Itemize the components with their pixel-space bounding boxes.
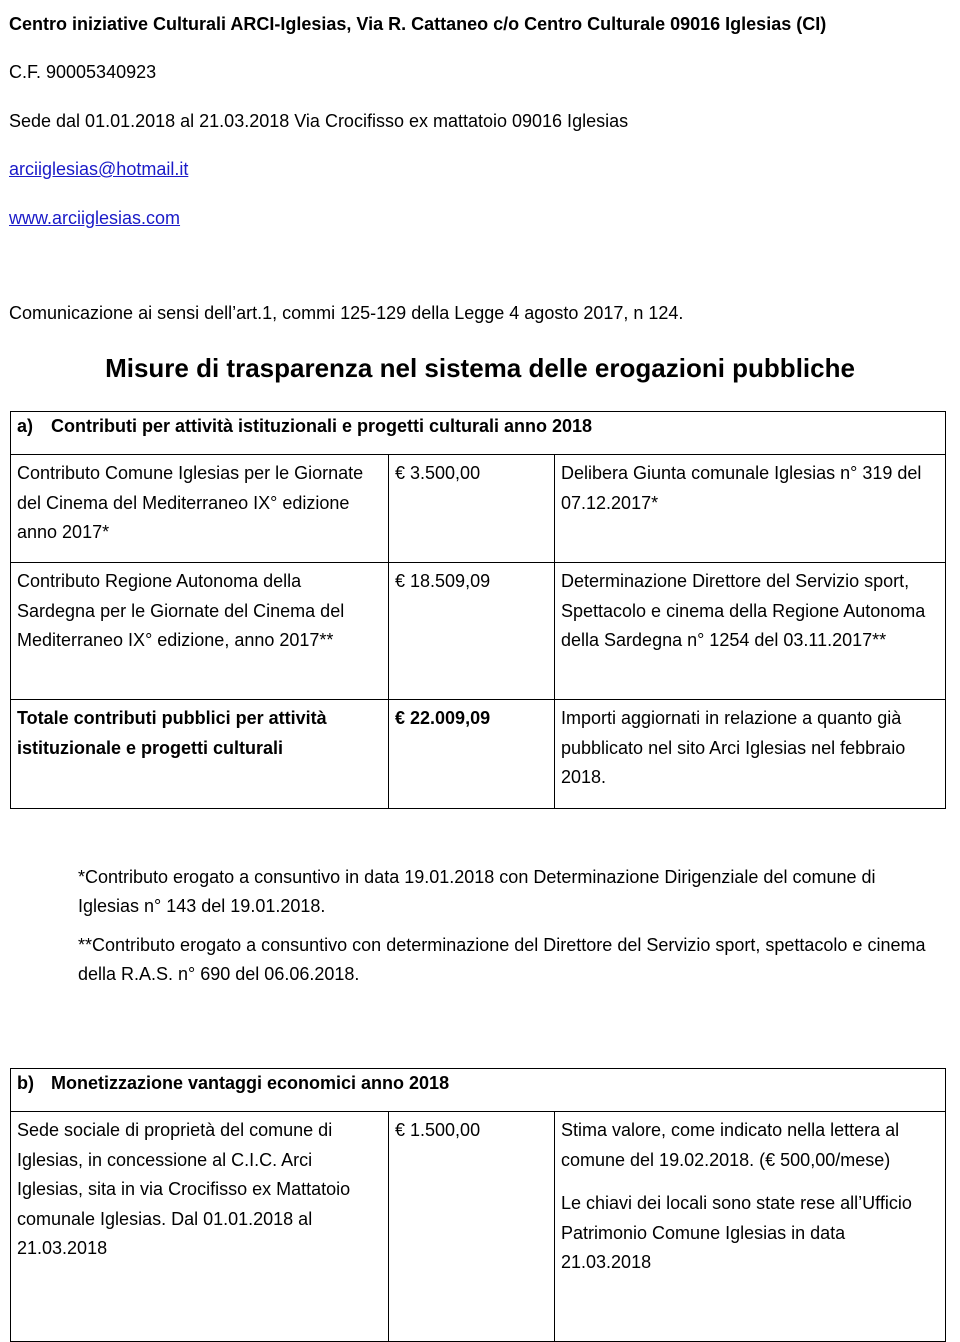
table-row bbox=[11, 455, 946, 563]
row-amount: € 1.500,00 bbox=[389, 1112, 555, 1342]
row-amount: € 18.509,09 bbox=[389, 563, 555, 700]
section-a-heading bbox=[11, 412, 946, 455]
row-reference bbox=[555, 1112, 946, 1342]
table-row bbox=[11, 563, 946, 700]
row-reference-estimate: Stima valore, come indicato nella lettera al comune del 19.02.2018. (€ 500,00/mese) bbox=[561, 1120, 900, 1170]
organization-line: Centro iniziative Culturali ARCI-Iglesias, Via R. Cattaneo c/o Centro Culturale 09016 Iglesias (CI) bbox=[9, 14, 827, 34]
page-title: Misure di trasparenza nel sistema delle erogazioni pubbliche bbox=[105, 353, 855, 383]
total-row bbox=[11, 700, 946, 809]
row-description: Contributo Regione Autonoma della Sardegna per le Giornate del Cinema del Mediterraneo IX° edizione, anno 2017** bbox=[11, 563, 389, 700]
row-description: Sede sociale di proprietà del comune di Iglesias, in concessione al C.I.C. Arci Iglesias, sita in via Crocifisso ex Mattatoio comunale Iglesias. Dal 01.01.2018 al 21.03.2018 bbox=[11, 1112, 389, 1342]
footnote-2: **Contributo erogato a consuntivo con determinazione del Direttore del Servizio sport, spettacolo e cinema della R.A.S. n° 690 del 06.06.2018. bbox=[78, 935, 926, 984]
email-link[interactable]: arciiglesias@hotmail.it bbox=[9, 159, 189, 179]
row-reference: Delibera Giunta comunale Iglesias n° 319 del 07.12.2017* bbox=[555, 455, 946, 563]
section-b-header-row bbox=[11, 1069, 946, 1112]
section-b-letter: b) bbox=[17, 1073, 34, 1093]
headquarters-line: Sede dal 01.01.2018 al 21.03.2018 Via Crocifisso ex mattatoio 09016 Iglesias bbox=[9, 111, 629, 131]
section-a-header-row bbox=[11, 412, 946, 455]
total-description: Totale contributi pubblici per attività istituzionale e progetti culturali bbox=[11, 700, 389, 809]
section-b-table bbox=[10, 1068, 946, 1342]
section-b-heading bbox=[11, 1069, 946, 1112]
footnotes bbox=[78, 863, 938, 999]
section-a-title: Contributi per attività istituzionali e progetti culturali anno 2018 bbox=[51, 416, 593, 436]
total-amount: € 22.009,09 bbox=[389, 700, 555, 809]
tax-code: C.F. 90005340923 bbox=[9, 62, 157, 82]
table-row bbox=[11, 1112, 946, 1342]
row-reference: Determinazione Direttore del Servizio sport, Spettacolo e cinema della Regione Autonoma della Sardegna n° 1254 del 03.11.2017** bbox=[555, 563, 946, 700]
section-a-table bbox=[10, 411, 946, 809]
section-b-title: Monetizzazione vantaggi economici anno 2018 bbox=[51, 1073, 450, 1093]
communication-line: Comunicazione ai sensi dell’art.1, commi 125-129 della Legge 4 agosto 2017, n 124. bbox=[9, 303, 684, 323]
footnote-1: *Contributo erogato a consuntivo in data 19.01.2018 con Determinazione Dirigenziale del comune di Iglesias n° 143 del 19.01.2018. bbox=[78, 867, 876, 916]
section-a-letter: a) bbox=[17, 416, 34, 436]
website-link[interactable]: www.arciiglesias.com bbox=[9, 208, 181, 228]
row-reference-keys: Le chiavi dei locali sono state rese all’Ufficio Patrimonio Comune Iglesias in data 21.03.2018 bbox=[561, 1193, 912, 1272]
row-amount: € 3.500,00 bbox=[389, 455, 555, 563]
row-description: Contributo Comune Iglesias per le Giornate del Cinema del Mediterraneo IX° edizione anno 2017* bbox=[11, 455, 389, 563]
total-reference: Importi aggiornati in relazione a quanto già pubblicato nel sito Arci Iglesias nel febbraio 2018. bbox=[555, 700, 946, 809]
